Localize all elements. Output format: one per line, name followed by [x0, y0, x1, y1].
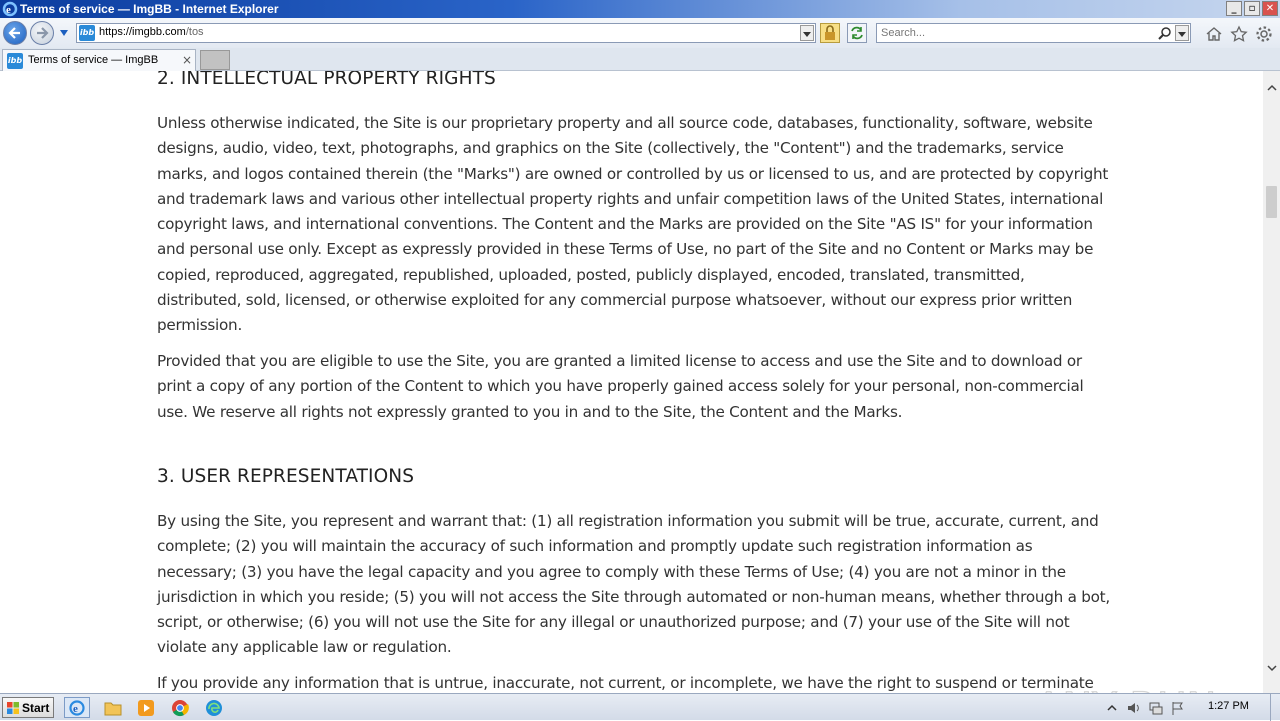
scroll-up-button[interactable] — [1263, 83, 1280, 100]
restore-button[interactable]: ▫ — [1244, 1, 1260, 16]
vertical-scrollbar[interactable] — [1263, 71, 1280, 693]
new-tab-button[interactable] — [200, 50, 230, 70]
address-dropdown-button[interactable] — [800, 25, 814, 41]
taskbar-explorer-button[interactable] — [100, 697, 126, 718]
ie-logo-icon — [2, 1, 18, 17]
windows-flag-icon — [6, 701, 20, 715]
page-content — [0, 71, 1263, 693]
tab-favicon: ibb — [7, 53, 23, 69]
tab-close-button[interactable]: × — [181, 53, 192, 67]
forward-button[interactable] — [30, 21, 54, 45]
start-button[interactable] — [2, 697, 54, 718]
tab-active[interactable] — [2, 49, 196, 71]
refresh-icon — [848, 24, 866, 42]
show-hidden-icons-icon[interactable] — [1104, 700, 1120, 716]
section-paragraph: By using the Site, you represent and warrant that: (1) all registration information you submit will be true, accurate, current, and complete; (2) you will maintain the accuracy of such information and promptly update such registration information as necessary; (3) you have the legal capacity and you agree to comply with these Terms of Use; (4) you are not a minor in the jurisdiction in which you reside; (5) you will not access the Site through automated or non-human means, whether through a bot, script, or otherwise; (6) you will not use the Site for any illegal or unauthorized purpose; and (7) your use of the Site will not violate any applicable law or regulation. — [157, 512, 1110, 657]
taskbar-clock[interactable]: 1:27 PM — [1208, 700, 1249, 712]
chevron-up-icon — [1266, 83, 1278, 93]
site-favicon: ibb — [79, 25, 95, 41]
search-dropdown-button[interactable] — [1175, 25, 1189, 41]
ie-logo-icon — [68, 699, 86, 717]
show-desktop-button[interactable] — [1270, 694, 1280, 721]
chevron-down-icon — [1266, 663, 1278, 673]
search-icon[interactable] — [1158, 26, 1172, 40]
chevron-down-icon — [1176, 27, 1188, 41]
security-lock-button[interactable] — [820, 23, 840, 43]
section-paragraph: Provided that you are eligible to use the Site, you are granted a limited license to access and use the Site and to download or print a copy of any portion of the Content to which you have properly gained access solely for your personal, non-commercial use. We reserve all rights not expressly granted to you in and to the Site, the Content and the Marks. — [157, 352, 1084, 421]
taskbar-chrome-button[interactable] — [167, 697, 193, 718]
address-bar[interactable] — [76, 23, 816, 43]
search-input[interactable] — [881, 26, 1151, 40]
url-text[interactable]: https://imgbb.com/tos — [99, 26, 204, 38]
window-title-bar — [0, 0, 1280, 18]
lock-icon — [821, 24, 839, 42]
home-icon[interactable] — [1205, 25, 1223, 43]
minimize-button[interactable]: _ — [1226, 1, 1242, 16]
history-dropdown-icon[interactable] — [59, 29, 69, 37]
navigation-bar — [0, 18, 1280, 48]
edge-icon — [205, 699, 223, 717]
search-box[interactable] — [876, 23, 1191, 43]
svg-text:e: e — [73, 702, 78, 715]
system-tray — [1104, 697, 1186, 718]
gear-icon[interactable] — [1255, 25, 1273, 43]
section-paragraph: Unless otherwise indicated, the Site is our proprietary property and all source code, databases, functionality, software, website designs, audio, video, text, photographs, and graphics on the Site (collectively, the "Content") and the trademarks, service marks, and logos contained therein (the "Marks") are owned or controlled by us or licensed to us, and are protected by copyright and trademark laws and various other intellectual property rights and unfair competition laws of the United States, international copyright laws, and international conventions. The Content and the Marks are provided on the Site "AS IS" for your information and personal use only. Except as expressly provided in these Terms of Use, no part of the Site and no Content or Marks may be copied, reproduced, aggregated, republished, uploaded, posted, publicly displayed, encoded, translated, transmitted, distributed, sold, licensed, or otherwise exploited for any commercial purpose whatsoever, without our express prior written permission. — [157, 114, 1109, 335]
back-arrow-icon — [8, 26, 22, 40]
taskbar-edge-button[interactable] — [201, 697, 227, 718]
taskbar — [0, 693, 1280, 720]
svg-text:ANY RUN — [1035, 685, 1216, 693]
action-center-flag-icon[interactable] — [1170, 700, 1186, 716]
section-paragraph: If you provide any information that is untrue, inaccurate, not current, or incomplete, we have the right to suspend or terminate — [157, 674, 1094, 692]
back-button[interactable] — [3, 21, 27, 45]
section-heading-intellectual-property: 2. INTELLECTUAL PROPERTY RIGHTS — [157, 71, 496, 89]
tab-bar — [0, 48, 1280, 71]
volume-icon[interactable] — [1126, 700, 1142, 716]
section-heading-user-representations: 3. USER REPRESENTATIONS — [157, 466, 415, 487]
forward-arrow-icon — [35, 26, 49, 40]
folder-icon — [104, 700, 122, 716]
taskbar-ie-button[interactable] — [64, 697, 90, 718]
scroll-down-button[interactable] — [1263, 663, 1280, 680]
svg-text:e: e — [6, 4, 11, 16]
taskbar-media-player-button[interactable] — [133, 697, 159, 718]
tab-title: Terms of service — ImgBB — [28, 54, 159, 66]
window-title: Terms of service — ImgBB - Internet Explorer — [20, 2, 279, 16]
favorites-star-icon[interactable] — [1230, 25, 1248, 43]
refresh-button[interactable] — [847, 23, 867, 43]
close-window-button[interactable]: ✕ — [1262, 1, 1278, 16]
media-player-icon — [137, 699, 155, 717]
start-label: Start — [22, 701, 50, 715]
chrome-icon — [171, 699, 189, 717]
network-icon[interactable] — [1148, 700, 1164, 716]
scrollbar-thumb[interactable] — [1266, 186, 1277, 218]
anyrun-watermark — [1035, 671, 1235, 693]
chevron-down-icon — [801, 27, 813, 41]
